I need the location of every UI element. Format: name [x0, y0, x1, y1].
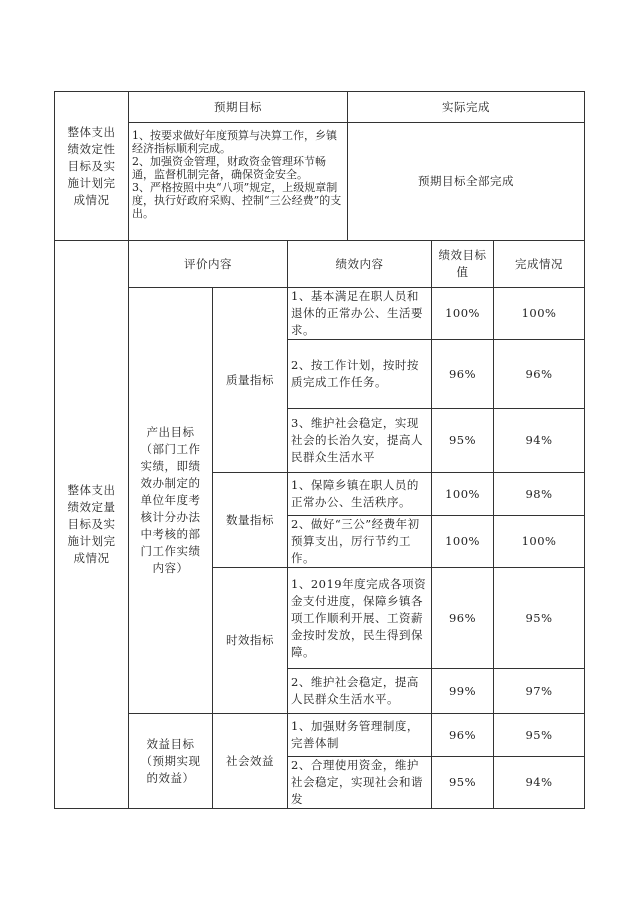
- social-row-1-done: 95%: [494, 714, 585, 757]
- social-row-1-target: 96%: [432, 714, 494, 757]
- benefit-goal-label: 效益目标（预期实现的效益）: [129, 714, 213, 809]
- timeliness-row-2-target: 99%: [432, 669, 494, 714]
- quality-row-1-done: 100%: [494, 288, 585, 340]
- quantity-row-2-done: 100%: [494, 516, 585, 568]
- eval-content-header: 评价内容: [129, 241, 288, 288]
- quantity-row-1-content: 1、保障乡镇在职人员的正常办公、生活秩序。: [288, 473, 432, 516]
- quality-indicator-label: 质量指标: [213, 288, 288, 473]
- expected-goals-text: 1、按要求做好年度预算与决算工作，乡镇经济指标顺利完成。 2、加强资金管理，财政资金管理环节畅通，监督机制完备，确保资金安全。 3、严格按照中央“八项”规定，上级规章制度，执行好政府采购、控制“三公经费”的支出。: [129, 123, 348, 241]
- timeliness-row-1-target: 96%: [432, 568, 494, 669]
- quality-row-2-content: 2、按工作计划，按时按质完成工作任务。: [288, 340, 432, 409]
- actual-result-text: 预期目标全部完成: [348, 123, 585, 241]
- col-actual-header: 实际完成: [348, 92, 585, 123]
- social-row-2-content: 2、合理使用资金，维护社会稳定，实现社会和谐发: [288, 757, 432, 809]
- quantity-row-1-done: 98%: [494, 473, 585, 516]
- quality-row-1-content: 1、基本满足在职人员和退休的正常办公、生活要求。: [288, 288, 432, 340]
- timeliness-row-1-content: 1、2019年度完成各项资金支付进度，保障乡镇各项工作顺利开展、工资薪金按时发放，民生得到保障。: [288, 568, 432, 669]
- col-expected-header: 预期目标: [129, 92, 348, 123]
- performance-table: [54, 91, 585, 809]
- social-row-2-target: 95%: [432, 757, 494, 809]
- quality-row-3-target: 95%: [432, 409, 494, 473]
- quality-row-3-content: 3、维护社会稳定，实现社会的长治久安，提高人民群众生活水平: [288, 409, 432, 473]
- quality-row-1-target: 100%: [432, 288, 494, 340]
- timeliness-row-2-content: 2、维护社会稳定，提高人民群众生活水平。: [288, 669, 432, 714]
- timeliness-indicator-label: 时效指标: [213, 568, 288, 714]
- section2-label: 整体支出绩效定量目标及实施计划完成情况: [55, 241, 129, 809]
- section1-label: 整体支出绩效定性目标及实施计划完成情况: [55, 92, 129, 241]
- quantity-row-2-target: 100%: [432, 516, 494, 568]
- timeliness-row-2-done: 97%: [494, 669, 585, 714]
- perf-content-header: 绩效内容: [288, 241, 432, 288]
- quality-row-3-done: 94%: [494, 409, 585, 473]
- quality-row-2-done: 96%: [494, 340, 585, 409]
- target-value-header: 绩效目标值: [432, 241, 494, 288]
- social-row-1-content: 1、加强财务管理制度，完善体制: [288, 714, 432, 757]
- quantity-indicator-label: 数量指标: [213, 473, 288, 568]
- quantity-row-1-target: 100%: [432, 473, 494, 516]
- output-goal-label: 产出目标（部门工作实绩，即绩效办制定的单位年度考核计分办法中考核的部门工作实绩内容）: [129, 288, 213, 714]
- timeliness-row-1-done: 95%: [494, 568, 585, 669]
- quality-row-2-target: 96%: [432, 340, 494, 409]
- quantity-row-2-content: 2、做好“三公”经费年初预算支出，厉行节约工作。: [288, 516, 432, 568]
- completion-header: 完成情况: [494, 241, 585, 288]
- social-benefit-label: 社会效益: [213, 714, 288, 809]
- social-row-2-done: 94%: [494, 757, 585, 809]
